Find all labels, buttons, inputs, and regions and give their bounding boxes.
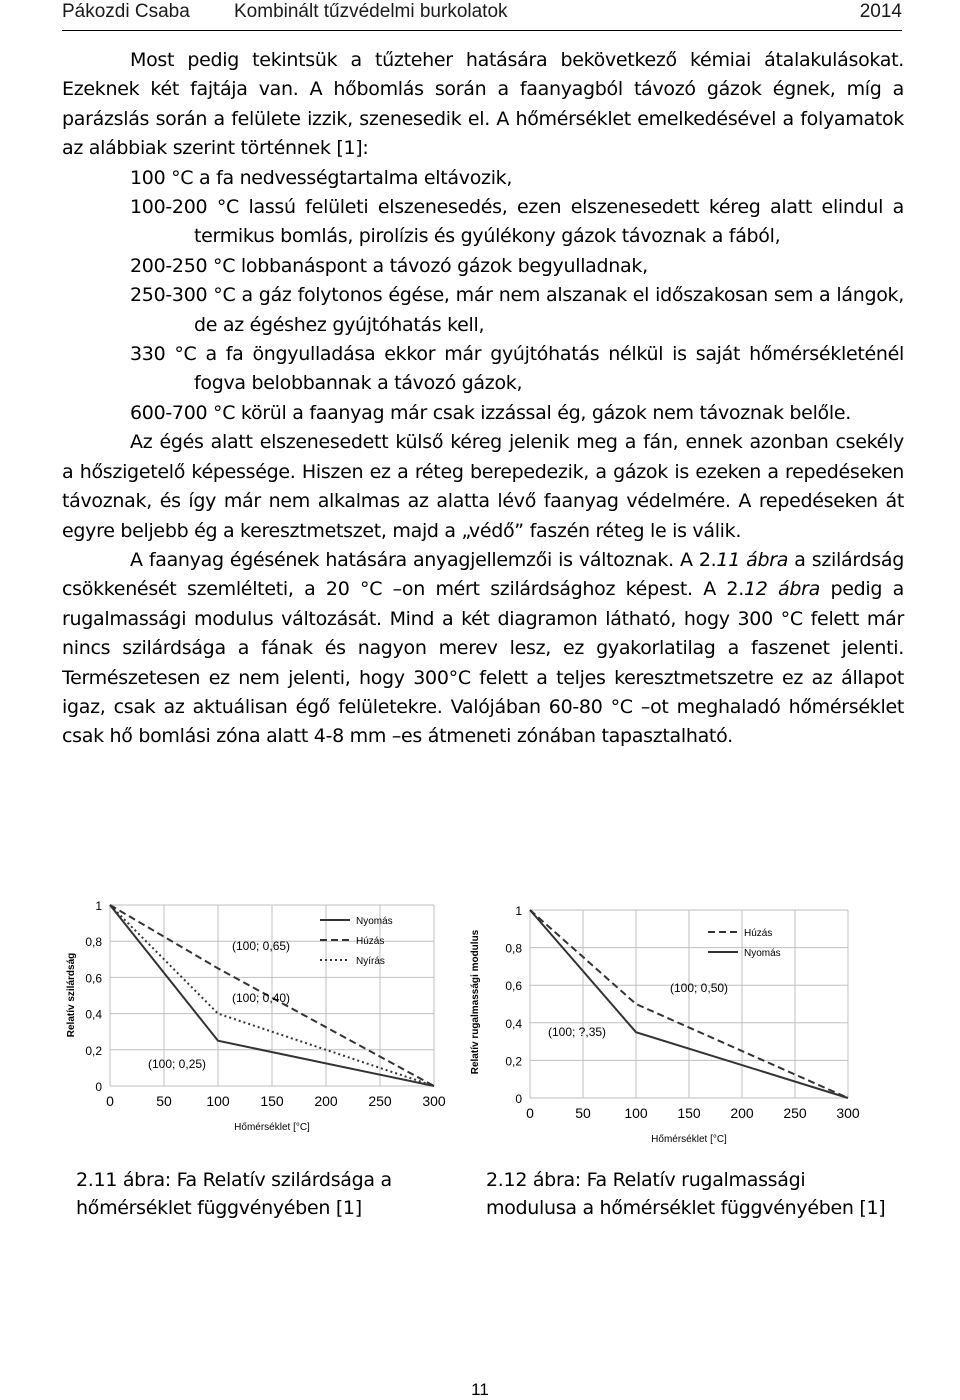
paragraph-intro: Most pedig tekintsük a tűzteher hatására bekövetkező kémiai átalakulásokat. Ezeknek két fajtája van. A hőbomlás során a faanyagból távozó gázok égnek, míg a parázslás során a felülete izzik, szenesedik el. A hőmérséklet emelkedésével a folyamatok az alábbiak szerint történnek [1]:	[62, 49, 904, 160]
x-tick-label: 250	[783, 1105, 807, 1121]
list-item: 200-250 °C lobbanáspont a távozó gázok begyulladnak,	[130, 254, 648, 277]
list-item: 600-700 °C körül a faanyag már csak izzással ég, gázok nem távoznak belőle.	[130, 401, 851, 424]
x-tick-label: 150	[677, 1105, 701, 1121]
point-annotation: (100; 0,25)	[148, 1057, 207, 1071]
x-tick-label: 50	[575, 1105, 591, 1121]
y-tick-label: 0,4	[505, 1016, 522, 1031]
x-tick-label: 300	[422, 1093, 446, 1109]
point-annotation: (100; 0,65)	[232, 939, 291, 953]
chart-strength	[62, 890, 452, 1145]
text-run: A faanyag égésének hatására anyagjellemzői is változnak. A 2.	[130, 548, 717, 571]
legend-label: Nyomás	[356, 916, 393, 927]
x-tick-label: 200	[314, 1093, 338, 1109]
point-annotation: (100; 0,50)	[670, 981, 729, 995]
x-axis-label: Hőmérséklet [°C]	[234, 1122, 310, 1133]
header-author: Pákozdi Csaba	[62, 1, 190, 22]
figure-reference: 12 ábra	[743, 578, 820, 601]
y-tick-label: 1	[515, 904, 522, 918]
x-tick-label: 50	[156, 1093, 172, 1109]
point-annotation: (100; ?,35)	[548, 1025, 607, 1039]
y-axis-label: Relatív szilárdság	[66, 952, 77, 1038]
x-axis-label: Hőmérséklet [°C]	[651, 1134, 727, 1145]
figure-reference: 11 ábra	[716, 548, 789, 571]
y-axis-label: Relatív rugalmassági modulus	[470, 929, 481, 1075]
list-item: 100 °C a fa nedvességtartalma eltávozik,	[130, 166, 513, 189]
chart-strength-svg	[62, 890, 452, 1145]
y-tick-label: 0,2	[85, 1043, 102, 1058]
legend-label: Húzás	[356, 936, 385, 947]
point-annotation: (100; 0,40)	[232, 991, 291, 1005]
page-number: 11	[471, 1380, 489, 1399]
x-tick-label: 150	[260, 1093, 284, 1109]
y-tick-label: 0,8	[85, 935, 102, 950]
page-header	[62, 0, 902, 31]
header-year: 2014	[859, 1, 902, 22]
y-tick-label: 0	[515, 1092, 522, 1106]
figure-caption-1: 2.11 ábra: Fa Relatív szilárdsága a hőmérséklet függvényében [1]	[76, 1169, 392, 1219]
list-item: 330 °C a fa öngyulladása ekkor már gyújtóhatás nélkül is saját hőmérsékleténél fogva belobbannak a távozó gázok,	[130, 343, 904, 395]
legend-label: Nyomás	[744, 948, 781, 959]
y-tick-label: 0,4	[85, 1007, 102, 1022]
x-tick-label: 0	[526, 1105, 534, 1121]
x-tick-label: 250	[368, 1093, 392, 1109]
text-run: pedig a rugalmassági modulus változását. Mind a két diagramon látható, hogy 300 °C felett már nincs szilárdsága a fának és nagyon merev lesz, ez gyakorlatilag a faszenet jelenti. Természetesen ez nem jelenti, hogy 300°C felett a teljes keresztmetszetre ez az állapot igaz, csak az aktuálisan égő felületekre. Valójában 60-80 °C –ot meghaladó hőmérséklet csak hő bomlási zóna alatt 4-8 mm –es átmeneti zónában tapasztalható.	[62, 578, 904, 748]
y-tick-label: 1	[95, 899, 102, 913]
y-tick-label: 0,6	[505, 979, 522, 994]
x-tick-label: 0	[106, 1093, 114, 1109]
legend-label: Nyírás	[356, 956, 385, 967]
y-tick-label: 0,8	[505, 941, 522, 956]
chart-modulus	[462, 890, 862, 1145]
temperature-list	[62, 164, 904, 429]
chart-modulus-svg	[462, 890, 862, 1145]
paragraph-char-layer: Az égés alatt elszenesedett külső kéreg jelenik meg a fán, ennek azonban csekély a hőszigetelő képessége. Hiszen ez a réteg berepedezik, a gázok is ezeken a repedéseken távoznak, és így már nem alkalmas az alatta lévő faanyag védelmére. A repedéseken át egyre beljebb ég a keresztmetszet, majd a „védő” faszén réteg le is válik.	[62, 431, 904, 542]
x-tick-label: 200	[730, 1105, 754, 1121]
list-item: 250-300 °C a gáz folytonos égése, már nem alszanak el időszakosan sem a lángok, de az égéshez gyújtóhatás kell,	[130, 284, 904, 336]
y-tick-label: 0,2	[505, 1054, 522, 1069]
x-tick-label: 100	[624, 1105, 648, 1121]
y-tick-label: 0	[95, 1080, 102, 1094]
figure-caption-2: 2.12 ábra: Fa Relatív rugalmassági modulusa a hőmérséklet függvényében [1]	[486, 1169, 886, 1219]
x-tick-label: 300	[836, 1105, 860, 1121]
x-tick-label: 100	[206, 1093, 230, 1109]
y-tick-label: 0,6	[85, 971, 102, 986]
list-item: 100-200 °C lassú felületi elszenesedés, ezen elszenesedett kéreg alatt elindul a termikus bomlás, pirolízis és gyúlékony gázok távoznak a fából,	[130, 196, 904, 248]
header-title: Kombinált tűzvédelmi burkolatok	[234, 1, 508, 22]
legend-label: Húzás	[744, 928, 773, 939]
body-text	[62, 46, 904, 752]
text-run: a szilárdság csökkenését szemlélteti, a 20 °C –on mért szilárdsághoz képest. A 2.	[62, 548, 904, 601]
paragraph-properties	[62, 546, 904, 752]
